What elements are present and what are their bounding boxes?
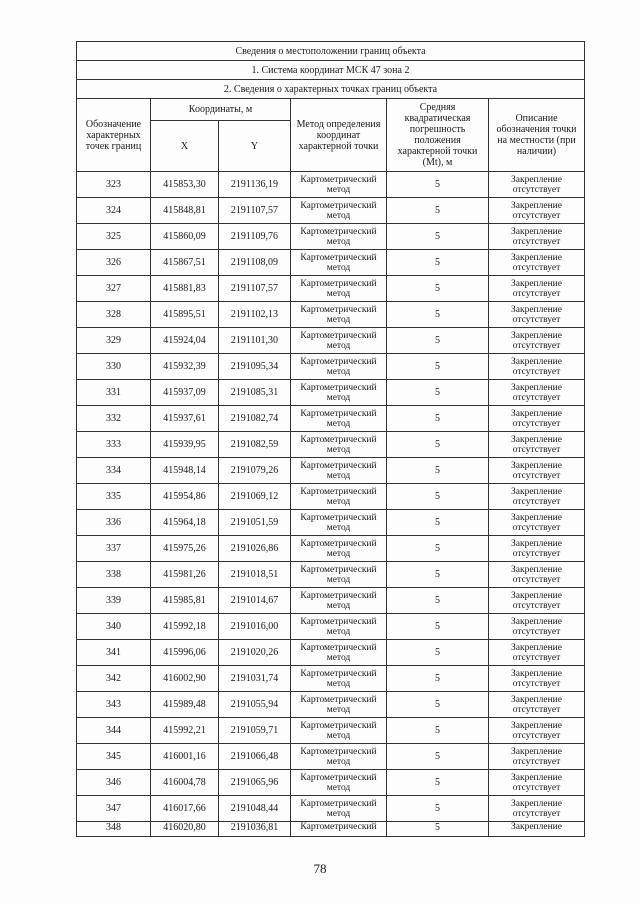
x-coordinate-cell: 415895,51 [151,302,219,328]
accuracy-cell: 5 [387,432,489,458]
x-coordinate-cell: 415939,95 [151,432,219,458]
y-coordinate-cell: 2191069,12 [219,484,291,510]
accuracy-cell: 5 [387,406,489,432]
point-name-cell: 323 [77,172,151,198]
header-point-name: Обозначение характерных точек границ [77,99,151,172]
description-cell: Закрепление отсутствует [489,796,585,822]
table-row [77,640,585,666]
y-coordinate-cell: 2191031,74 [219,666,291,692]
method-cell: Картометрический метод [291,718,387,744]
x-coordinate-cell: 415924,04 [151,328,219,354]
table-row [77,380,585,406]
point-name-cell: 337 [77,536,151,562]
y-coordinate-cell: 2191136,19 [219,172,291,198]
table-row [77,484,585,510]
point-name-cell: 325 [77,224,151,250]
accuracy-cell: 5 [387,562,489,588]
description-cell: Закрепление отсутствует [489,406,585,432]
method-cell: Картометрический метод [291,692,387,718]
table-row [77,276,585,302]
coord-system-title: 1. Система координат МСК 47 зона 2 [77,61,585,80]
x-coordinate-cell: 415992,18 [151,614,219,640]
subsection-title: 2. Сведения о характерных точках границ объекта [77,80,585,99]
point-name-cell: 346 [77,770,151,796]
method-cell: Картометрический метод [291,224,387,250]
table-row [77,458,585,484]
header-x: X [151,121,219,172]
description-cell: Закрепление отсутствует [489,666,585,692]
table-row [77,562,585,588]
description-cell: Закрепление отсутствует [489,484,585,510]
accuracy-cell: 5 [387,744,489,770]
x-coordinate-cell: 416020,80 [151,822,219,837]
description-cell: Закрепление отсутствует [489,198,585,224]
table-row [77,406,585,432]
point-name-cell: 340 [77,614,151,640]
table-row [77,250,585,276]
accuracy-cell: 5 [387,796,489,822]
accuracy-cell: 5 [387,718,489,744]
point-name-cell: 345 [77,744,151,770]
x-coordinate-cell: 415937,09 [151,380,219,406]
table-row [77,224,585,250]
accuracy-cell: 5 [387,172,489,198]
method-cell: Картометрический [291,822,387,837]
description-cell: Закрепление отсутствует [489,614,585,640]
description-cell: Закрепление отсутствует [489,718,585,744]
y-coordinate-cell: 2191026,86 [219,536,291,562]
x-coordinate-cell: 415975,26 [151,536,219,562]
method-cell: Картометрический метод [291,588,387,614]
point-name-cell: 335 [77,484,151,510]
point-name-cell: 336 [77,510,151,536]
boundary-points-table [76,41,585,837]
y-coordinate-cell: 2191036,81 [219,822,291,837]
x-coordinate-cell: 416002,90 [151,666,219,692]
x-coordinate-cell: 415853,30 [151,172,219,198]
point-name-cell: 343 [77,692,151,718]
description-cell: Закрепление отсутствует [489,328,585,354]
method-cell: Картометрический метод [291,614,387,640]
point-name-cell: 326 [77,250,151,276]
method-cell: Картометрический метод [291,744,387,770]
point-name-cell: 332 [77,406,151,432]
point-name-cell: 334 [77,458,151,484]
description-cell: Закрепление отсутствует [489,536,585,562]
accuracy-cell: 5 [387,536,489,562]
description-cell: Закрепление отсутствует [489,250,585,276]
y-coordinate-cell: 2191048,44 [219,796,291,822]
description-cell: Закрепление отсутствует [489,640,585,666]
description-cell: Закрепление отсутствует [489,276,585,302]
y-coordinate-cell: 2191102,13 [219,302,291,328]
header-accuracy: Средняя квадратическая погрешность положения характерной точки (Mt), м [387,99,489,172]
y-coordinate-cell: 2191108,09 [219,250,291,276]
description-cell: Закрепление отсутствует [489,458,585,484]
x-coordinate-cell: 415848,81 [151,198,219,224]
point-name-cell: 348 [77,822,151,837]
y-coordinate-cell: 2191082,74 [219,406,291,432]
accuracy-cell: 5 [387,250,489,276]
x-coordinate-cell: 415981,26 [151,562,219,588]
y-coordinate-cell: 2191020,26 [219,640,291,666]
method-cell: Картометрический метод [291,198,387,224]
x-coordinate-cell: 415964,18 [151,510,219,536]
y-coordinate-cell: 2191109,76 [219,224,291,250]
table-row [77,770,585,796]
point-name-cell: 327 [77,276,151,302]
method-cell: Картометрический метод [291,172,387,198]
y-coordinate-cell: 2191059,71 [219,718,291,744]
x-coordinate-cell: 415996,06 [151,640,219,666]
method-cell: Картометрический метод [291,640,387,666]
y-coordinate-cell: 2191107,57 [219,198,291,224]
point-name-cell: 333 [77,432,151,458]
accuracy-cell: 5 [387,822,489,837]
x-coordinate-cell: 416004,78 [151,770,219,796]
description-cell: Закрепление отсутствует [489,562,585,588]
method-cell: Картометрический метод [291,380,387,406]
x-coordinate-cell: 415992,21 [151,718,219,744]
method-cell: Картометрический метод [291,432,387,458]
y-coordinate-cell: 2191082,59 [219,432,291,458]
accuracy-cell: 5 [387,458,489,484]
table-row [77,536,585,562]
table-row [77,692,585,718]
method-cell: Картометрический метод [291,536,387,562]
accuracy-cell: 5 [387,666,489,692]
header-coordinates: Координаты, м [151,99,291,121]
accuracy-cell: 5 [387,354,489,380]
description-cell: Закрепление отсутствует [489,432,585,458]
x-coordinate-cell: 415948,14 [151,458,219,484]
y-coordinate-cell: 2191101,30 [219,328,291,354]
x-coordinate-cell: 415954,86 [151,484,219,510]
header-description: Описание обозначения точки на местности (при наличии) [489,99,585,172]
description-cell: Закрепление отсутствует [489,302,585,328]
table-row [77,744,585,770]
point-name-cell: 331 [77,380,151,406]
x-coordinate-cell: 415932,39 [151,354,219,380]
table-row [77,432,585,458]
accuracy-cell: 5 [387,302,489,328]
y-coordinate-cell: 2191051,59 [219,510,291,536]
accuracy-cell: 5 [387,692,489,718]
accuracy-cell: 5 [387,276,489,302]
accuracy-cell: 5 [387,484,489,510]
accuracy-cell: 5 [387,328,489,354]
method-cell: Картометрический метод [291,796,387,822]
table-row [77,198,585,224]
accuracy-cell: 5 [387,198,489,224]
x-coordinate-cell: 415881,83 [151,276,219,302]
point-name-cell: 342 [77,666,151,692]
point-name-cell: 341 [77,640,151,666]
accuracy-cell: 5 [387,510,489,536]
description-cell: Закрепление отсутствует [489,588,585,614]
method-cell: Картометрический метод [291,328,387,354]
method-cell: Картометрический метод [291,458,387,484]
accuracy-cell: 5 [387,640,489,666]
point-name-cell: 328 [77,302,151,328]
table-row [77,666,585,692]
page-number: 78 [313,861,327,876]
y-coordinate-cell: 2191014,67 [219,588,291,614]
table-row [77,588,585,614]
x-coordinate-cell: 416017,66 [151,796,219,822]
method-cell: Картометрический метод [291,406,387,432]
method-cell: Картометрический метод [291,302,387,328]
y-coordinate-cell: 2191066,48 [219,744,291,770]
method-cell: Картометрический метод [291,250,387,276]
point-name-cell: 324 [77,198,151,224]
header-method: Метод определения координат характерной точки [291,99,387,172]
table-row [77,172,585,198]
description-cell: Закрепление отсутствует [489,744,585,770]
y-coordinate-cell: 2191107,57 [219,276,291,302]
x-coordinate-cell: 415867,51 [151,250,219,276]
description-cell: Закрепление отсутствует [489,380,585,406]
point-name-cell: 338 [77,562,151,588]
point-name-cell: 329 [77,328,151,354]
point-name-cell: 347 [77,796,151,822]
x-coordinate-cell: 416001,16 [151,744,219,770]
method-cell: Картометрический метод [291,276,387,302]
x-coordinate-cell: 415860,09 [151,224,219,250]
y-coordinate-cell: 2191018,51 [219,562,291,588]
table-row [77,510,585,536]
table-row [77,796,585,822]
table-row [77,302,585,328]
x-coordinate-cell: 415985,81 [151,588,219,614]
method-cell: Картометрический метод [291,562,387,588]
method-cell: Картометрический метод [291,354,387,380]
table-row [77,614,585,640]
point-name-cell: 339 [77,588,151,614]
accuracy-cell: 5 [387,588,489,614]
method-cell: Картометрический метод [291,484,387,510]
y-coordinate-cell: 2191085,31 [219,380,291,406]
section-title: Сведения о местоположении границ объекта [77,42,585,61]
header-y: Y [219,121,291,172]
point-name-cell: 330 [77,354,151,380]
table-row [77,354,585,380]
accuracy-cell: 5 [387,224,489,250]
description-cell: Закрепление отсутствует [489,510,585,536]
y-coordinate-cell: 2191065,96 [219,770,291,796]
description-cell: Закрепление отсутствует [489,770,585,796]
description-cell: Закрепление отсутствует [489,692,585,718]
accuracy-cell: 5 [387,614,489,640]
method-cell: Картометрический метод [291,510,387,536]
y-coordinate-cell: 2191079,26 [219,458,291,484]
accuracy-cell: 5 [387,380,489,406]
method-cell: Картометрический метод [291,770,387,796]
method-cell: Картометрический метод [291,666,387,692]
description-cell: Закрепление отсутствует [489,224,585,250]
y-coordinate-cell: 2191016,00 [219,614,291,640]
table-row [77,328,585,354]
accuracy-cell: 5 [387,770,489,796]
x-coordinate-cell: 415937,61 [151,406,219,432]
description-cell: Закрепление отсутствует [489,172,585,198]
x-coordinate-cell: 415989,48 [151,692,219,718]
table-row [77,822,585,837]
description-cell: Закрепление [489,822,585,837]
point-name-cell: 344 [77,718,151,744]
y-coordinate-cell: 2191095,34 [219,354,291,380]
description-cell: Закрепление отсутствует [489,354,585,380]
table-row [77,718,585,744]
y-coordinate-cell: 2191055,94 [219,692,291,718]
